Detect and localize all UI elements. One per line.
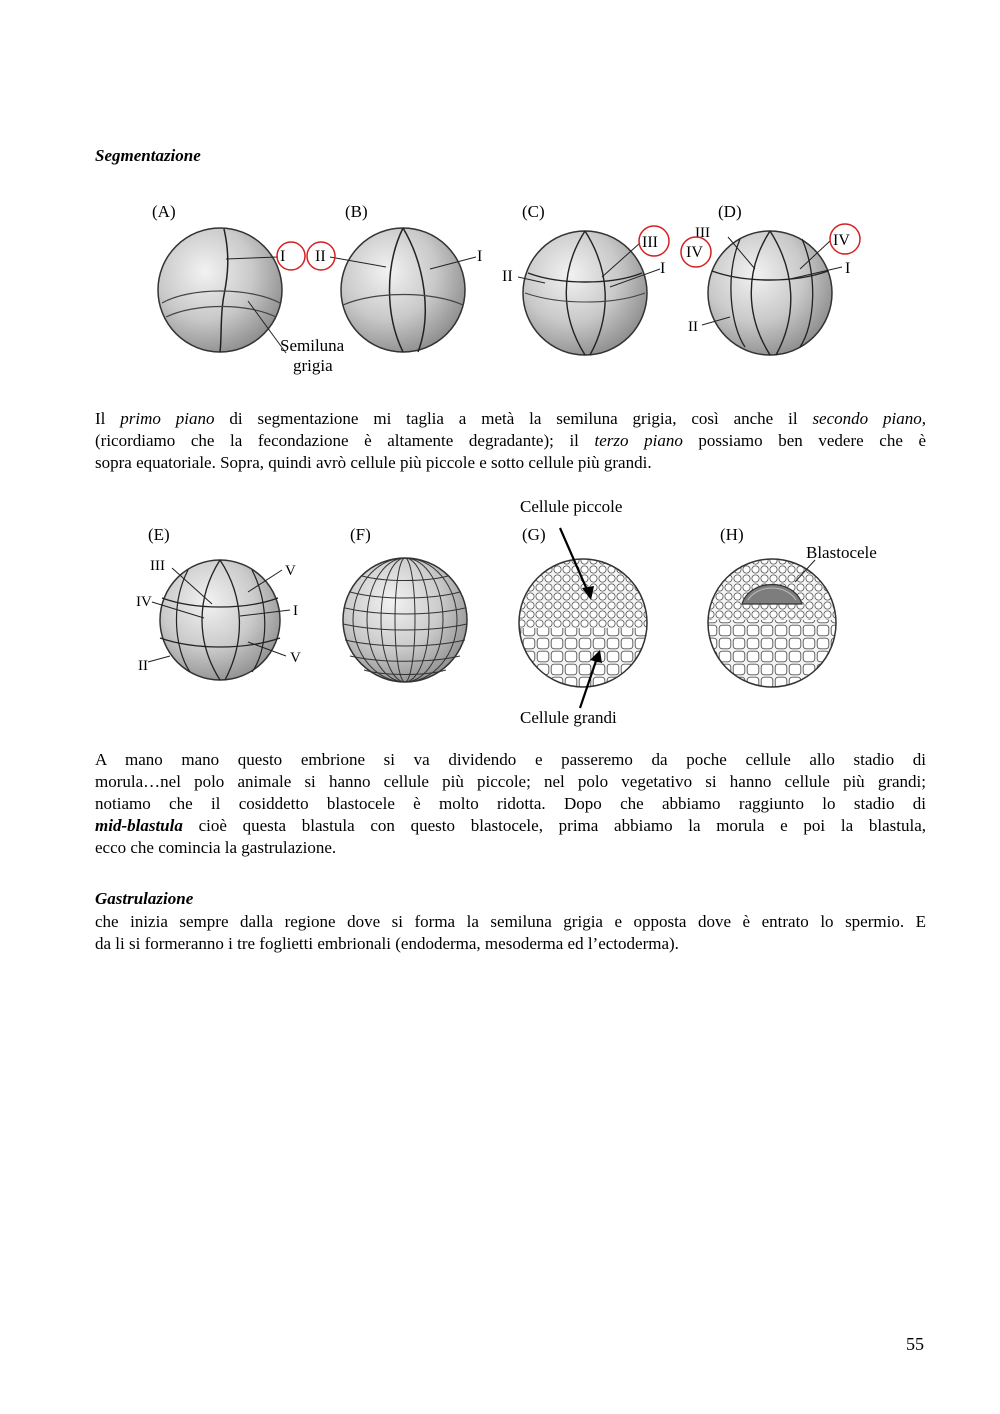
annotation-cellule-piccole: Cellule piccole <box>520 497 623 516</box>
panel-label-b: (B) <box>345 202 368 221</box>
label-d-iv-left: IV <box>686 244 703 261</box>
panel-g <box>519 525 647 708</box>
label-c-ii: II <box>502 268 513 285</box>
section-title-segmentazione: Segmentazione <box>95 146 201 165</box>
label-b-ii: II <box>315 248 326 265</box>
panel-label-e: (E) <box>148 525 170 544</box>
embryo-sphere-d <box>708 231 832 355</box>
panel-c <box>502 202 669 355</box>
label-e-iii: III <box>150 558 165 574</box>
label-d-i: I <box>845 260 851 277</box>
segmentation-figure-abcd <box>140 195 880 385</box>
panel-label-a: (A) <box>152 202 176 221</box>
embryo-sphere-b <box>341 228 465 352</box>
segmentation-figure-efgh <box>130 520 900 710</box>
term-mid-blastula: mid-blastula <box>95 816 183 835</box>
paragraph-morula-blastula: A mano mano questo embrione si va dividendo e passeremo da poche cellule allo stadio di morula…nel polo animale si hanno cellule più piccole; nel polo vegetativo si hanno cellule più grandi; notiamo che il cosiddetto blastocele è molto ridotta. Dopo che abbiamo raggiunto lo stadio di mid-blastula cioè questa blastula con questo blastocele, prima abbiamo la morula e poi la blastula, ecco che comincia la gastrulazione. <box>95 750 926 857</box>
paragraph-segmentazione: Il primo piano di segmentazione mi taglia a metà la semiluna grigia, così anche il secondo piano, (ricordiamo che la fecondazione è altamente degradante); il terzo piano possiamo ben vedere che è sopra equatoriale. Sopra, quindi avrò cellule più piccole e sotto cellule più grandi. <box>95 409 927 472</box>
label-e-ii: II <box>138 658 148 674</box>
panel-label-d: (D) <box>718 202 742 221</box>
panel-label-g: (G) <box>522 525 546 544</box>
panel-label-h: (H) <box>720 525 744 544</box>
panel-h <box>708 525 877 688</box>
embryo-sphere-a <box>158 228 282 352</box>
label-a-i: I <box>280 248 286 265</box>
term-secondo-piano: secondo piano <box>812 409 922 428</box>
term-terzo-piano: terzo piano <box>594 431 683 450</box>
paragraph-gastrulazione: che inizia sempre dalla regione dove si forma la semiluna grigia e opposta dove è entrato lo spermio. E da li si formeranno i tre foglietti embrionali (endoderma, mesoderma ed l’ectoderma). <box>95 912 926 953</box>
panel-label-f: (F) <box>350 525 371 544</box>
panel-a <box>152 202 345 375</box>
embryo-sphere-c <box>523 231 647 355</box>
panel-f <box>343 525 467 682</box>
annotation-cellule-grandi: Cellule grandi <box>520 708 617 727</box>
embryo-sphere-e <box>160 560 280 680</box>
label-blastocele: Blastocele <box>806 543 877 562</box>
label-d-iv-right: IV <box>833 232 850 249</box>
label-d-iii: III <box>695 225 710 241</box>
label-e-iv: IV <box>136 594 152 610</box>
panel-e <box>136 525 301 680</box>
section-title-gastrulazione: Gastrulazione <box>95 889 194 908</box>
term-primo-piano: primo piano <box>120 409 215 428</box>
embryo-sphere-f <box>343 558 467 682</box>
panel-b <box>307 202 482 352</box>
page-number: 55 <box>906 1334 924 1354</box>
label-c-iii: III <box>642 234 658 251</box>
label-e-v-bottom: V <box>290 650 301 666</box>
label-d-ii: II <box>688 319 698 335</box>
panel-d <box>681 202 860 355</box>
label-semiluna: Semiluna <box>280 336 345 355</box>
panel-label-c: (C) <box>522 202 545 221</box>
label-e-v-top: V <box>285 563 296 579</box>
label-e-i: I <box>293 603 298 619</box>
label-b-i: I <box>477 248 483 265</box>
label-c-i: I <box>660 260 666 277</box>
label-grigia: grigia <box>293 356 333 375</box>
